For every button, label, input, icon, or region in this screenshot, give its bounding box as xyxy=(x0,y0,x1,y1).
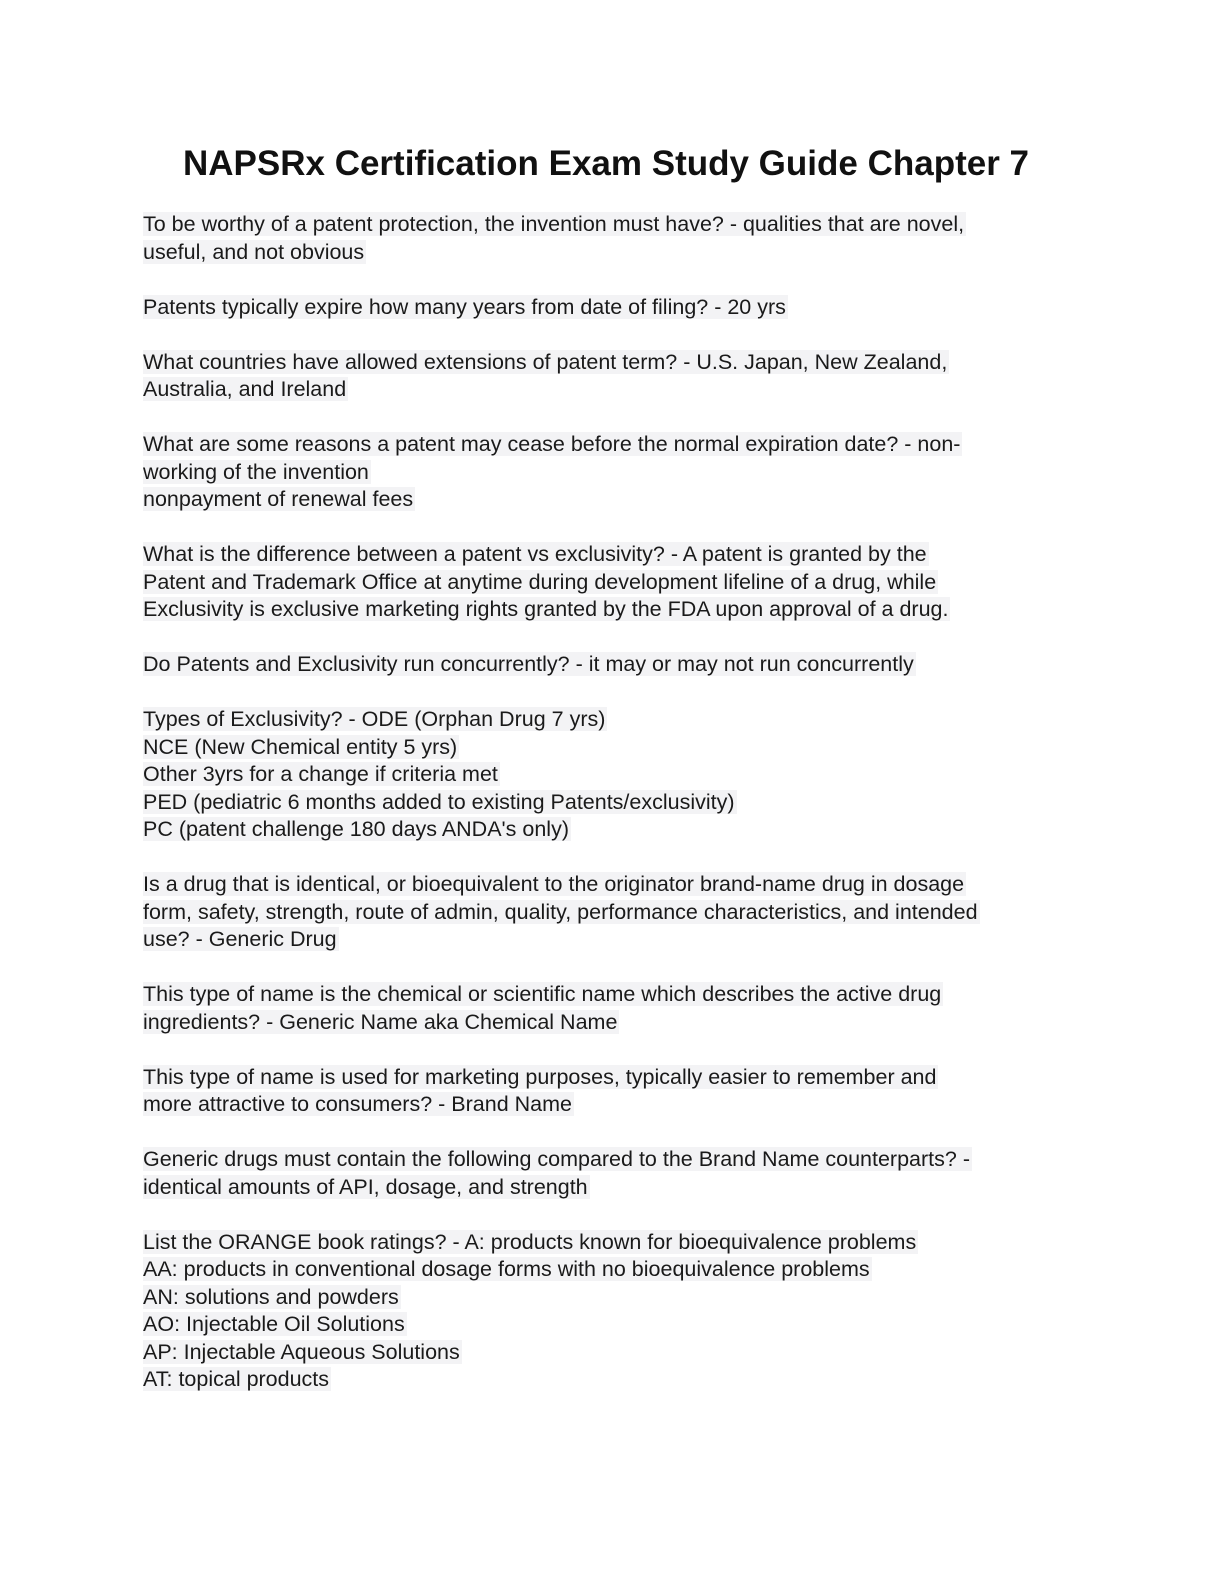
text-line: AO: Injectable Oil Solutions xyxy=(143,1312,405,1336)
qa-item xyxy=(143,871,1083,954)
text-line: use? - Generic Drug xyxy=(143,927,337,951)
text-line: Exclusivity is exclusive marketing rights granted by the FDA upon approval of a drug. xyxy=(143,597,949,621)
qa-item xyxy=(143,651,1083,679)
qa-item xyxy=(143,706,1083,844)
text-line: nonpayment of renewal fees xyxy=(143,487,414,511)
qa-item xyxy=(143,349,1083,404)
text-line: What are some reasons a patent may cease before the normal expiration date? - non- xyxy=(143,432,961,456)
text-line: Other 3yrs for a change if criteria met xyxy=(143,762,498,786)
qa-item xyxy=(143,294,1083,322)
text-line: more attractive to consumers? - Brand Name xyxy=(143,1092,572,1116)
qa-item xyxy=(143,211,1083,266)
text-line: PED (pediatric 6 months added to existing Patents/exclusivity) xyxy=(143,789,735,814)
qa-item xyxy=(143,1064,1083,1119)
text-line: AN: solutions and powders xyxy=(143,1284,399,1309)
qa-list xyxy=(143,211,1083,1421)
text-line: What is the difference between a patent vs exclusivity? - A patent is granted by the xyxy=(143,542,927,566)
text-line: AP: Injectable Aqueous Solutions xyxy=(143,1339,460,1364)
text-line: Patents typically expire how many years from date of filing? - 20 yrs xyxy=(143,294,786,319)
text-line: ingredients? - Generic Name aka Chemical Name xyxy=(143,1009,618,1034)
page-title: NAPSRx Certification Exam Study Guide Chapter 7 xyxy=(182,144,1029,183)
text-line: List the ORANGE book ratings? - A: products known for bioequivalence problems xyxy=(143,1229,917,1254)
text-line: AT: topical products xyxy=(143,1367,330,1391)
qa-item xyxy=(143,541,1083,624)
text-line: identical amounts of API, dosage, and strength xyxy=(143,1174,588,1199)
text-line: NCE (New Chemical entity 5 yrs) xyxy=(143,734,458,759)
text-line: working of the invention xyxy=(143,459,369,484)
text-line: form, safety, strength, route of admin, quality, performance characteristics, and intended xyxy=(143,899,978,924)
text-line: AA: products in conventional dosage forms with no bioequivalence problems xyxy=(143,1257,870,1281)
text-line: useful, and not obvious xyxy=(143,239,365,264)
text-line: To be worthy of a patent protection, the invention must have? - qualities that are novel, xyxy=(143,212,965,236)
text-line: Patent and Trademark Office at anytime during development lifeline of a drug, while xyxy=(143,569,937,594)
qa-item xyxy=(143,431,1083,514)
text-line: Is a drug that is identical, or bioequivalent to the originator brand-name drug in dosage xyxy=(143,872,965,896)
text-line: Australia, and Ireland xyxy=(143,377,347,401)
text-line: This type of name is the chemical or scientific name which describes the active drug xyxy=(143,982,942,1006)
qa-item xyxy=(143,1146,1083,1201)
qa-item xyxy=(143,1229,1083,1394)
text-line: Types of Exclusivity? - ODE (Orphan Drug 7 yrs) xyxy=(143,707,606,731)
text-line: What countries have allowed extensions of patent term? - U.S. Japan, New Zealand, xyxy=(143,349,948,374)
text-line: This type of name is used for marketing purposes, typically easier to remember and xyxy=(143,1064,937,1089)
text-line: PC (patent challenge 180 days ANDA's only) xyxy=(143,817,569,841)
text-line: Generic drugs must contain the following compared to the Brand Name counterparts? - xyxy=(143,1147,970,1171)
qa-item xyxy=(143,981,1083,1036)
text-line: Do Patents and Exclusivity run concurrently? - it may or may not run concurrently xyxy=(143,652,914,676)
